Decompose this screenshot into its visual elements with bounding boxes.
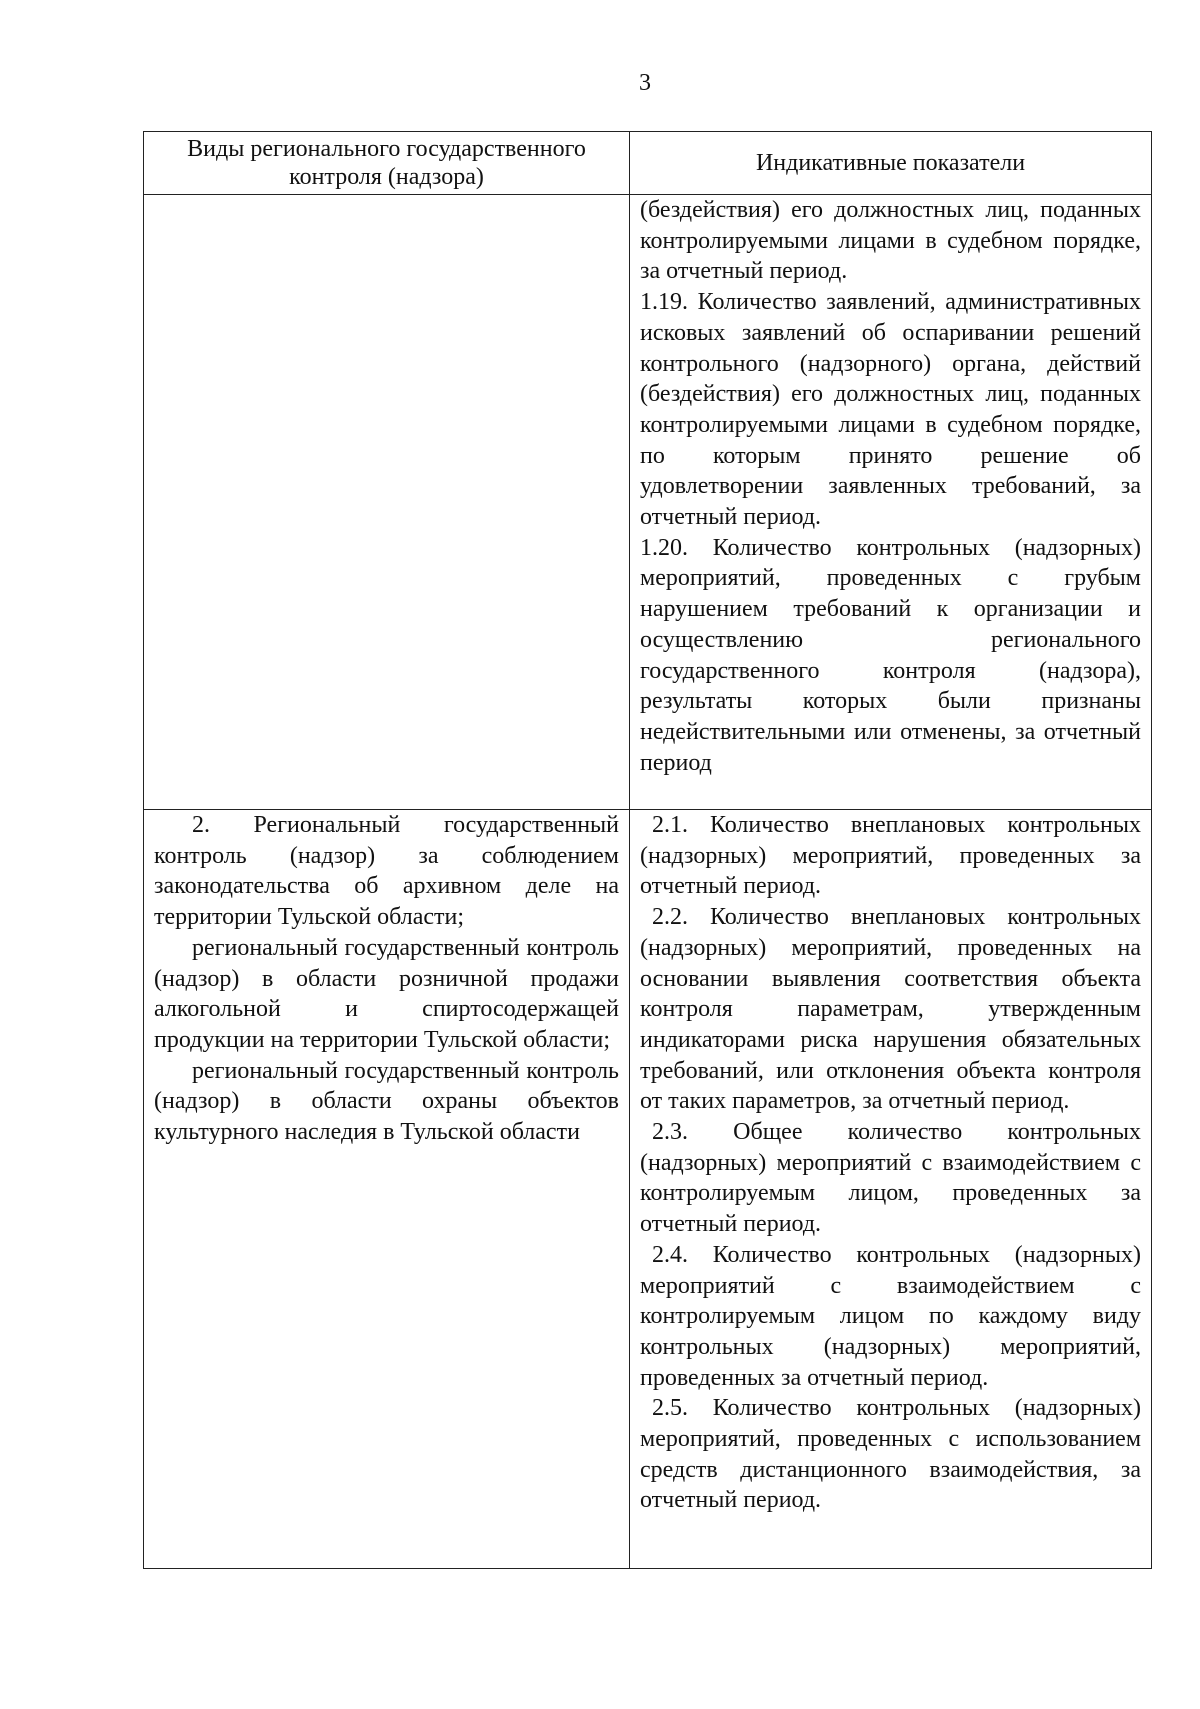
- indicators-table: [143, 131, 1152, 1569]
- indicator-paragraph: 2.2. Количество внеплановых контрольных (надзорных) мероприятий, проведенных на основании выявления соответствия объекта контроля параметрам, утвержденным индикаторами риска нарушения обязательных требований, или отклонения объекта контроля от таких параметров, за отчетный период.: [640, 904, 1141, 1115]
- header-indicators: Индикативные показатели: [630, 132, 1152, 195]
- indicators-cell: [630, 810, 1152, 1569]
- indicator-paragraph: 2.3. Общее количество контрольных (надзорных) мероприятий с взаимодействием с контролируемым лицом, проведенных за отчетный период.: [640, 1119, 1141, 1238]
- indicator-paragraph: 2.1. Количество внеплановых контрольных (надзорных) мероприятий, проведенных за отчетный период.: [640, 812, 1141, 900]
- indicator-paragraph: (бездействия) его должностных лиц, поданных контролируемыми лицами в судебном порядке, за отчетный период.: [640, 197, 1141, 285]
- control-type-paragraph: 2. Региональный государственный контроль (надзор) за соблюдением законодательства об архивном деле на территории Тульской области;: [154, 812, 619, 931]
- header-control-types: Виды регионального государственного контроля (надзора): [144, 132, 630, 195]
- control-type-cell: [144, 195, 630, 810]
- control-type-paragraph: региональный государственный контроль (надзор) в области охраны объектов культурного наследия в Тульской области: [154, 1057, 619, 1146]
- indicators-cell: [630, 195, 1152, 810]
- indicator-paragraph: 1.19. Количество заявлений, административных исковых заявлений об оспаривании решений контрольного (надзорного) органа, действий (бездействия) его должностных лиц, поданных контролируемыми лицами в судебном порядке, по которым принято решение об удовлетворении заявленных требований, за отчетный период.: [640, 289, 1141, 531]
- table-header-row: [144, 132, 1152, 195]
- indicator-paragraph: 2.5. Количество контрольных (надзорных) мероприятий, проведенных с использованием средств дистанционного взаимодействия, за отчетный период.: [640, 1395, 1141, 1514]
- control-type-cell: [144, 810, 630, 1569]
- control-type-paragraph: региональный государственный контроль (надзор) в области розничной продажи алкогольной и спиртосодержащей продукции на территории Тульской области;: [154, 934, 619, 1053]
- table-row: [144, 810, 1152, 1569]
- indicator-paragraph: 2.4. Количество контрольных (надзорных) мероприятий с взаимодействием с контролируемым лицом по каждому виду контрольных (надзорных) мероприятий, проведенных за отчетный период.: [640, 1241, 1141, 1391]
- indicator-paragraph: 1.20. Количество контрольных (надзорных) мероприятий, проведенных с грубым нарушением требований к организации и осуществлению регионального государственного контроля (надзора), результаты которых были признаны недействительными или отменены, за отчетный период: [640, 534, 1141, 776]
- table-row: [144, 195, 1152, 810]
- page-number: 3: [639, 70, 651, 96]
